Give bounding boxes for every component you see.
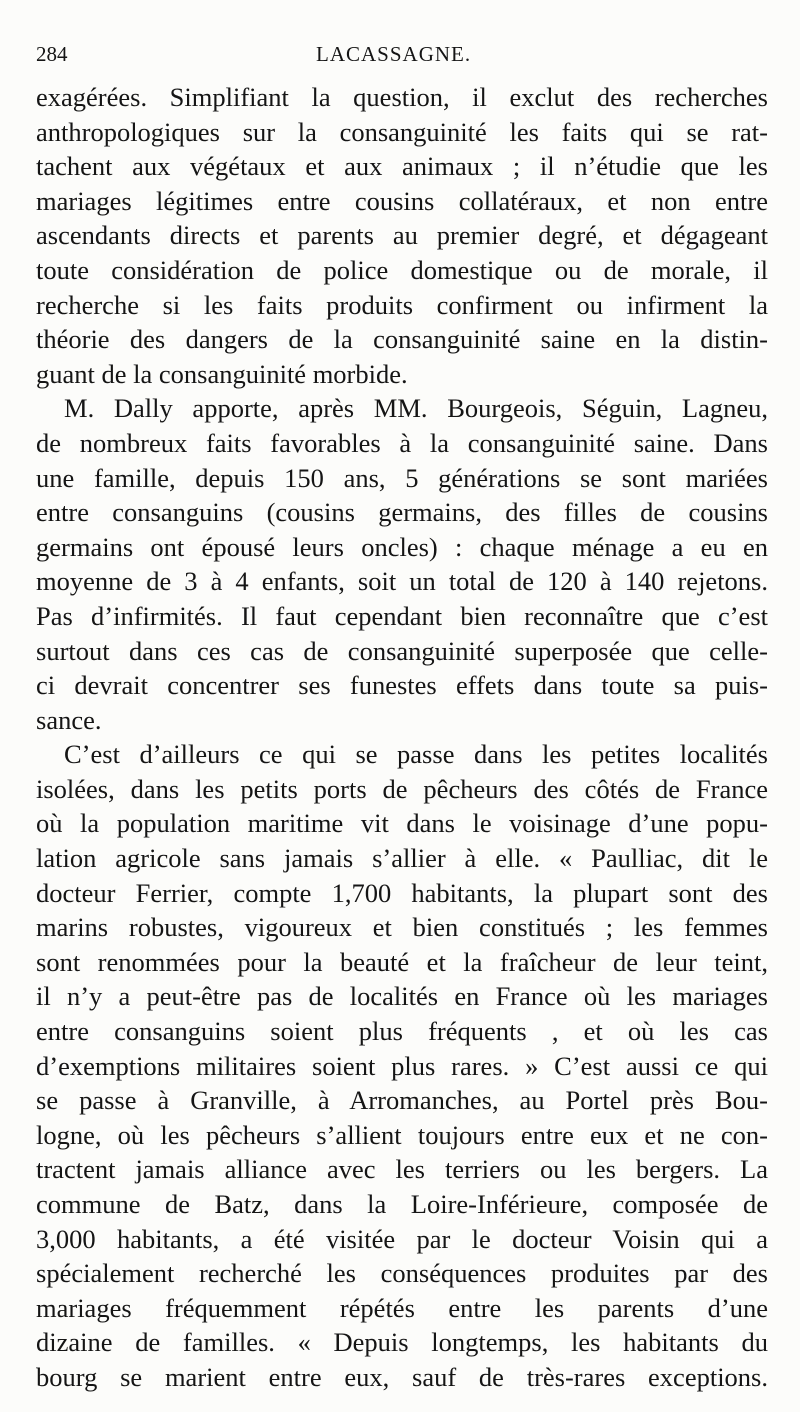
text-line: entre consanguins (cousins germains, des filles de cousins: [36, 497, 768, 528]
text-line: mariages fréquemment répétés entre les parents d’une: [36, 1292, 768, 1323]
text-line: ci devrait concentrer ses funestes effets dans toute sa puis-: [36, 670, 768, 701]
text-line: docteur Ferrier, compte 1,700 habitants, la plupart sont des: [36, 877, 768, 908]
page-number: 284: [36, 42, 68, 66]
text-line: commune de Batz, dans la Loire-Inférieure, composée de: [36, 1189, 768, 1219]
text-line: se passe à Granville, à Arromanches, au Portel près Bou-: [36, 1085, 768, 1116]
text-line: théorie des dangers de la consanguinité saine en la distin-: [36, 324, 768, 355]
text-line: bourg se marient entre eux, sauf de très-rares exceptions.: [36, 1361, 768, 1392]
text-line: mariages légitimes entre cousins collatéraux, et non entre: [36, 185, 768, 216]
text-line: logne, où les pêcheurs s’allient toujours entre eux et ne con-: [36, 1119, 768, 1150]
text-line: sance.: [36, 704, 102, 735]
text-line: il n’y a peut-être pas de localités en France où les mariages: [36, 981, 768, 1012]
text-line: lation agricole sans jamais s’allier à elle. « Paulliac, dit le: [36, 843, 768, 874]
text-line: toute considération de police domestique ou de morale, il: [36, 254, 768, 285]
text-line: 3,000 habitants, a été visitée par le docteur Voisin qui a: [36, 1223, 768, 1254]
text-line: M. Dally apporte, après MM. Bourgeois, Séguin, Lagneu,: [64, 393, 768, 424]
text-line: spécialement recherché les conséquences produites par des: [36, 1258, 768, 1289]
text-line: C’est d’ailleurs ce qui se passe dans les petites localités: [64, 739, 768, 770]
text-line: exagérées. Simplifiant la question, il exclut des recherches: [36, 82, 768, 112]
text-line: recherche si les faits produits confirment ou infirment la: [36, 289, 768, 320]
text-line: tachent aux végétaux et aux animaux ; il n’étudie que les: [36, 151, 768, 182]
text-line: où la population maritime vit dans le voisinage d’une popu-: [36, 808, 768, 839]
text-line: d’exemptions militaires soient plus rares. » C’est aussi ce qui: [36, 1050, 768, 1081]
text-line: marins robustes, vigoureux et bien constitués ; les femmes: [36, 912, 768, 943]
text-line: entre consanguins soient plus fréquents , et où les cas: [36, 1016, 768, 1047]
text-line: de nombreux faits favorables à la consanguinité saine. Dans: [36, 427, 768, 458]
text-line: ascendants directs et parents au premier degré, et dégageant: [36, 220, 768, 251]
text-line: surtout dans ces cas de consanguinité superposée que celle-: [36, 635, 768, 666]
text-line: dizaine de familles. « Depuis longtemps, les habitants du: [36, 1327, 768, 1358]
text-line: sont renommées pour la beauté et la fraîcheur de leur teint,: [36, 946, 768, 977]
running-head: LACASSAGNE.: [316, 42, 472, 66]
page-header: [36, 42, 776, 76]
text-line: isolées, dans les petits ports de pêcheurs des côtés de France: [36, 773, 768, 804]
text-line: tractent jamais alliance avec les terriers ou les bergers. La: [36, 1154, 768, 1185]
text-line: Pas d’infirmités. Il faut cependant bien reconnaître que c’est: [36, 600, 768, 631]
text-line: guant de la consanguinité morbide.: [36, 358, 408, 389]
text-line: germains ont épousé leurs oncles) : chaque ménage a eu en: [36, 531, 768, 562]
text-line: anthropologiques sur la consanguinité les faits qui se rat-: [36, 116, 768, 147]
text-line: une famille, depuis 150 ans, 5 générations se sont mariées: [36, 462, 768, 493]
text-line: moyenne de 3 à 4 enfants, soit un total de 120 à 140 rejetons.: [36, 566, 768, 597]
body-text: [36, 80, 768, 1395]
